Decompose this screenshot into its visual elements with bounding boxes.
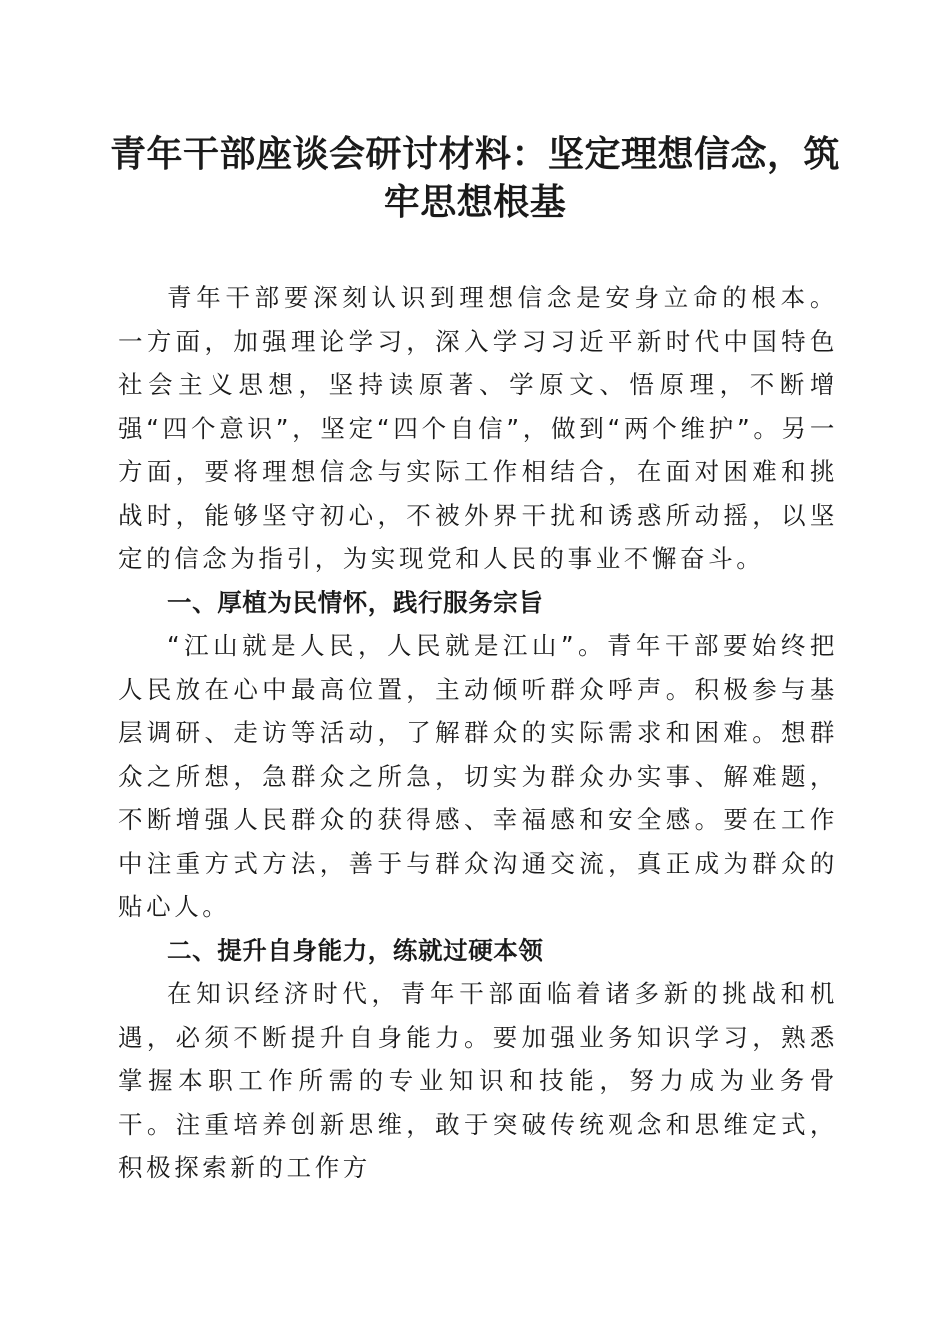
intro-paragraph: 青年干部要深刻认识到理想信念是安身立命的根本。一方面，加强理论学习，深入学习习近平新时代中国特色社会主义思想，坚持读原著、学原文、悟原理，不断增强“四个意识”，坚定“四个自信”，做到“两个维护”。另一方面，要将理想信念与实际工作相结合，在面对困难和挑战时，能够坚守初心，不被外界干扰和诱惑所动摇，以坚定的信念为指引，为实现党和人民的事业不懈奋斗。 <box>118 283 839 573</box>
section-heading-2: 二、提升自身能力，练就过硬本领 <box>167 935 544 965</box>
section-heading-1: 一、厚植为民情怀，践行服务宗旨 <box>167 587 544 617</box>
document-body <box>118 276 838 1190</box>
section-paragraph-1: “江山就是人民，人民就是江山”。青年干部要始终把人民放在心中最高位置，主动倾听群众呼声。积极参与基层调研、走访等活动，了解群众的实际需求和困难。想群众之所想，急群众之所急，切实为群众办实事、解难题，不断增强人民群众的获得感、幸福感和安全感。要在工作中注重方式方法，善于与群众沟通交流，真正成为群众的贴心人。 <box>118 631 838 921</box>
document-title: 青年干部座谈会研讨材料：坚定理想信念，筑牢思想根基 <box>109 133 840 223</box>
section-paragraph-2: 在知识经济时代，青年干部面临着诸多新的挑战和机遇，必须不断提升自身能力。要加强业务知识学习，熟悉掌握本职工作所需的专业知识和技能，努力成为业务骨干。注重培养创新思维，敢于突破传统观念和思维定式，积极探索新的工作方 <box>118 979 838 1182</box>
